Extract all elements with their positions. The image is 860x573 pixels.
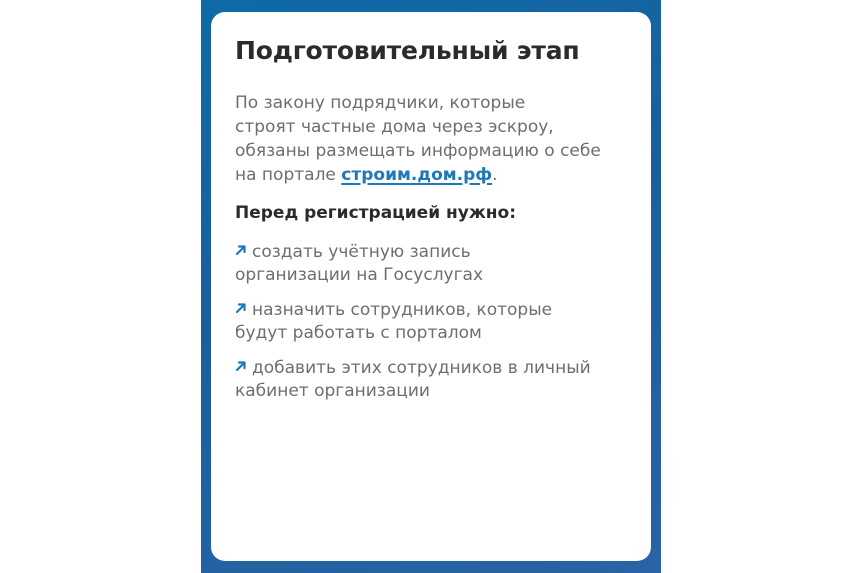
steps-list [235, 241, 635, 415]
arrow-up-right-icon [235, 302, 247, 314]
step-line [235, 357, 635, 380]
list-item [235, 299, 635, 345]
step-1-line-2: организации на Госуслугах [235, 265, 484, 285]
arrow-up-right-icon [235, 244, 247, 256]
blue-frame [201, 0, 661, 573]
intro-line-4-prefix: на портале [235, 165, 342, 185]
step-line [235, 299, 635, 322]
list-item [235, 357, 635, 403]
step-3-line-2: кабинет организации [235, 381, 430, 401]
step-1-line-1: создать учётную запись [252, 242, 471, 262]
intro-line-3: обязаны размещать информацию о себе [235, 141, 601, 161]
step-2-line-2: будут работать с порталом [235, 323, 482, 343]
list-item [235, 241, 635, 287]
portal-link[interactable]: строим.дом.рф [341, 165, 493, 185]
step-3-line-1: добавить этих сотрудников в личный [252, 358, 591, 378]
intro-line-4-suffix: . [492, 165, 498, 185]
page-title: Подготовительный этап [235, 36, 580, 65]
step-line [235, 241, 635, 264]
subheading: Перед регистрацией нужно: [235, 203, 517, 223]
intro-line-4 [235, 163, 635, 187]
step-2-line-1: назначить сотрудников, которые [252, 300, 553, 320]
info-card [211, 12, 651, 561]
intro-line-2: строят частные дома через эскроу, [235, 117, 554, 137]
intro-paragraph [235, 91, 635, 187]
intro-line-1: По закону подрядчики, которые [235, 93, 526, 113]
arrow-up-right-icon [235, 360, 247, 372]
